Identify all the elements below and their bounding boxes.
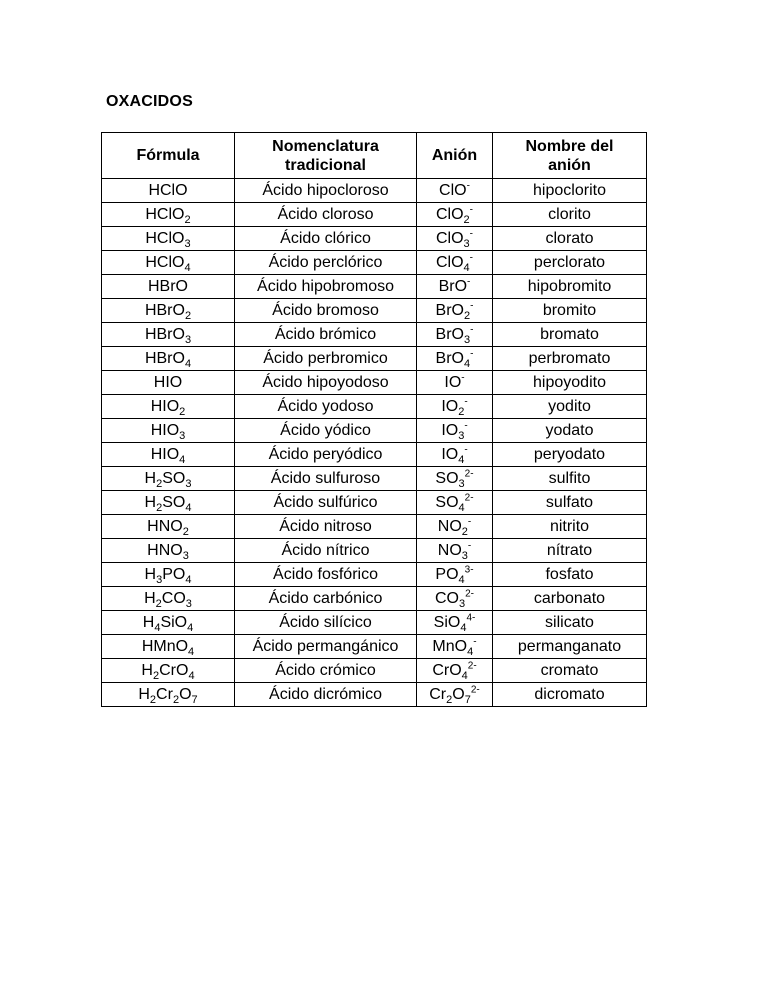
anion-charge: - [467,540,472,552]
anion-cell [417,323,493,347]
anion-cell [417,395,493,419]
acid-name-cell: Ácido yodoso [235,395,417,419]
anion-cell [417,491,493,515]
formula-symbol: O [179,685,192,703]
anion-name-cell: clorato [493,227,647,251]
formula-symbol: HMnO [141,637,189,655]
anion-charge: - [461,372,465,384]
acid-name-cell: Ácido bromoso [235,299,417,323]
anion-name-cell: perclorato [493,251,647,275]
anion-symbol: BrO [435,325,464,343]
anion-name-cell: peryodato [493,443,647,467]
formula-subscript: 2 [156,501,163,514]
formula-cell [101,563,235,587]
formula-cell [101,299,235,323]
anion-name-cell: dicromato [493,683,647,707]
table-row [101,371,647,395]
formula-cell [101,491,235,515]
anion-subscript: 4 [458,501,465,514]
anion-charge: 2- [465,588,475,600]
acid-name-cell: Ácido fosfórico [235,563,417,587]
anion-charge: - [469,204,474,216]
formula-subscript: 2 [179,405,186,418]
anion-symbol: ClO [435,205,464,223]
anion-symbol: BrO [438,277,468,295]
header-formula: Fórmula [101,132,235,179]
formula-cell [101,251,235,275]
acid-name-cell: Ácido hipobromoso [235,275,417,299]
anion-name-cell: carbonato [493,587,647,611]
acid-name-cell: Ácido sulfuroso [235,467,417,491]
anion-subscript: 4 [458,453,465,466]
acid-name-cell: Ácido permangánico [235,635,417,659]
formula-cell [101,587,235,611]
formula-symbol: PO [162,565,186,583]
anion-symbol: MnO [432,637,468,655]
formula-symbol: HClO [145,229,185,247]
formula-cell [101,659,235,683]
anion-name-cell: cromato [493,659,647,683]
formula-cell [101,371,235,395]
formula-symbol: CrO [159,661,189,679]
table-row [101,443,647,467]
acid-name-cell: Ácido brómico [235,323,417,347]
anion-subscript: 2 [463,213,470,226]
formula-symbol: H [141,661,153,679]
anion-charge: - [464,420,468,432]
formula-subscript: 2 [172,693,180,706]
anion-name-cell: perbromato [493,347,647,371]
formula-cell [101,515,235,539]
anion-cell [417,419,493,443]
anion-charge: 4- [466,612,476,624]
formula-cell [101,611,235,635]
anion-subscript: 2 [461,525,468,538]
formula-symbol: SO [162,493,186,511]
formula-cell [101,635,235,659]
anion-symbol: BrO [435,349,464,367]
formula-cell [101,227,235,251]
anion-cell [417,227,493,251]
anion-charge: 2- [470,684,480,696]
anion-name-cell: fosfato [493,563,647,587]
anion-charge: - [469,252,474,264]
anion-subscript: 7 [464,693,471,706]
anion-name-cell: bromato [493,323,647,347]
acid-name-cell: Ácido silícico [235,611,417,635]
table-row [101,683,647,707]
anion-subscript: 3 [458,477,465,490]
anion-charge: - [470,348,474,360]
formula-cell [101,467,235,491]
formula-symbol: HBrO [144,349,185,367]
acid-name-cell: Ácido hipoyodoso [235,371,417,395]
anion-symbol: ClO [435,253,464,271]
anion-cell [417,179,493,203]
anion-subscript: 3 [461,549,468,562]
anion-subscript: 2 [458,405,465,418]
anion-cell [417,467,493,491]
formula-symbol: HIO [150,445,180,463]
anion-cell [417,251,493,275]
formula-symbol: H [138,685,150,703]
formula-cell [101,395,235,419]
formula-subscript: 4 [187,621,194,634]
table-row [101,419,647,443]
anion-symbol: SO [435,469,459,487]
formula-subscript: 4 [185,501,192,514]
formula-subscript: 3 [156,573,163,586]
anion-subscript: 2 [446,693,453,706]
formula-symbol: H [144,565,157,583]
anion-name-cell: silicato [493,611,647,635]
formula-subscript: 2 [156,477,163,490]
formula-symbol: HClO [145,253,185,271]
table-row [101,299,647,323]
anion-name-cell: sulfato [493,491,647,515]
formula-symbol: Cr [156,685,173,703]
acid-name-cell: Ácido perbromico [235,347,417,371]
formula-symbol: HNO [147,541,183,559]
header-nombre-anion-text: Nombre del anión [525,137,614,174]
formula-subscript: 4 [184,261,191,274]
formula-symbol: H [144,469,157,487]
anion-charge: 3- [464,564,474,576]
anion-charge: - [464,444,468,456]
header-nombre-anion [493,132,647,179]
anion-cell [417,299,493,323]
anion-name-cell: permanganato [493,635,647,659]
anion-symbol: IO [441,421,459,439]
formula-subscript: 4 [154,621,161,634]
formula-subscript: 2 [152,669,160,682]
formula-symbol: HIO [150,397,180,415]
page-title: OXACIDOS [106,93,193,110]
formula-cell [101,539,235,563]
header-nomenclatura-text: Nomenclatura tradicional [272,137,379,174]
header-nomenclatura [235,132,417,179]
formula-subscript: 4 [188,645,195,658]
formula-subscript: 2 [149,693,157,706]
anion-charge: - [466,180,470,192]
acid-name-cell: Ácido carbónico [235,587,417,611]
acid-name-cell: Ácido peryódico [235,443,417,467]
formula-subscript: 4 [179,453,186,466]
table-row [101,563,647,587]
anion-symbol: SiO [433,613,461,631]
anion-cell [417,563,493,587]
anion-subscript: 2 [463,309,471,322]
formula-symbol: HBrO [144,301,185,319]
formula-symbol: HIO [153,373,183,391]
table-row [101,587,647,611]
anion-symbol: SO [435,493,459,511]
anion-symbol: IO [441,445,459,463]
formula-symbol: HNO [147,517,183,535]
anion-symbol: ClO [435,229,464,247]
table-body [101,179,647,707]
anion-symbol: CO [434,589,459,607]
table-row [101,395,647,419]
anion-cell [417,203,493,227]
acid-name-cell: Ácido perclórico [235,251,417,275]
table-row [101,203,647,227]
anion-symbol: NO [437,517,462,535]
acid-name-cell: Ácido dicrómico [235,683,417,707]
anion-subscript: 3 [458,429,465,442]
formula-subscript: 3 [182,549,189,562]
formula-symbol: H [144,493,157,511]
formula-subscript: 2 [155,597,162,610]
anion-symbol: IO [444,373,462,391]
table-row [101,539,647,563]
formula-subscript: 4 [184,357,192,370]
anion-name-cell: yodato [493,419,647,443]
formula-symbol: CO [161,589,186,607]
anion-name-cell: hipoclorito [493,179,647,203]
anion-name-cell: clorito [493,203,647,227]
anion-name-cell: yodito [493,395,647,419]
anion-charge: - [469,228,474,240]
formula-cell [101,347,235,371]
anion-charge: 2- [464,468,474,480]
anion-charge: - [467,516,472,528]
formula-cell [101,419,235,443]
anion-cell [417,611,493,635]
formula-symbol: HClO [148,181,188,199]
acid-name-cell: Ácido nitroso [235,515,417,539]
anion-cell [417,659,493,683]
anion-name-cell: hipoyodito [493,371,647,395]
table-row [101,491,647,515]
acid-name-cell: Ácido nítrico [235,539,417,563]
formula-subscript: 3 [184,237,191,250]
anion-subscript: 4 [458,573,465,586]
anion-symbol: IO [441,397,459,415]
table-row [101,227,647,251]
formula-cell [101,443,235,467]
table-row [101,323,647,347]
formula-subscript: 3 [184,333,192,346]
anion-subscript: 3 [463,333,471,346]
anion-charge: 2- [467,660,477,672]
formula-subscript: 2 [184,309,192,322]
formula-symbol: HIO [150,421,180,439]
formula-cell [101,683,235,707]
formula-symbol: HBrO [144,325,185,343]
acid-name-cell: Ácido hipocloroso [235,179,417,203]
table-row [101,659,647,683]
anion-symbol: O [452,685,465,703]
formula-subscript: 3 [179,429,186,442]
anion-name-cell: nitrito [493,515,647,539]
acid-name-cell: Ácido yódico [235,419,417,443]
formula-cell [101,323,235,347]
anion-charge: - [464,396,468,408]
table-row [101,515,647,539]
anion-cell [417,587,493,611]
table-row [101,275,647,299]
anion-charge: - [467,276,471,288]
formula-cell [101,275,235,299]
formula-subscript: 2 [182,525,189,538]
anion-subscript: 3 [463,237,470,250]
formula-symbol: SiO [160,613,188,631]
formula-symbol: HBrO [148,277,188,295]
formula-subscript: 3 [185,597,192,610]
formula-subscript: 3 [185,477,192,490]
anion-symbol: BrO [435,301,464,319]
anion-cell [417,443,493,467]
table-row [101,635,647,659]
anion-charge: - [473,636,477,648]
anion-subscript: 4 [463,261,470,274]
formula-subscript: 4 [188,669,195,682]
oxacidos-table [101,132,647,707]
formula-symbol: H [144,589,156,607]
table-row [101,251,647,275]
anion-subscript: 4 [463,357,471,370]
anion-symbol: Cr [429,685,447,703]
formula-subscript: 4 [185,573,192,586]
table-row [101,179,647,203]
acid-name-cell: Ácido sulfúrico [235,491,417,515]
formula-symbol: SO [162,469,186,487]
formula-cell [101,179,235,203]
anion-cell [417,635,493,659]
table-header-row [101,132,647,179]
anion-subscript: 4 [467,645,474,658]
anion-name-cell: nítrato [493,539,647,563]
anion-name-cell: bromito [493,299,647,323]
acid-name-cell: Ácido clórico [235,227,417,251]
anion-symbol: NO [437,541,462,559]
anion-cell [417,515,493,539]
anion-symbol: CrO [432,661,462,679]
formula-symbol: HClO [145,205,185,223]
anion-name-cell: sulfito [493,467,647,491]
anion-cell [417,275,493,299]
anion-charge: - [470,324,474,336]
formula-cell [101,203,235,227]
anion-subscript: 3 [458,597,466,610]
formula-subscript: 7 [191,693,198,706]
formula-subscript: 2 [184,213,191,226]
formula-symbol: H [142,613,155,631]
anion-cell [417,539,493,563]
anion-cell [417,371,493,395]
acid-name-cell: Ácido cloroso [235,203,417,227]
table-row [101,347,647,371]
anion-charge: - [470,300,474,312]
header-anion: Anión [417,132,493,179]
anion-charge: 2- [464,492,474,504]
anion-subscript: 4 [461,669,468,682]
anion-symbol: ClO [439,181,467,199]
acid-name-cell: Ácido crómico [235,659,417,683]
anion-name-cell: hipobromito [493,275,647,299]
table-row [101,467,647,491]
anion-subscript: 4 [460,621,467,634]
table-row [101,611,647,635]
anion-symbol: PO [435,565,459,583]
anion-cell [417,683,493,707]
anion-cell [417,347,493,371]
